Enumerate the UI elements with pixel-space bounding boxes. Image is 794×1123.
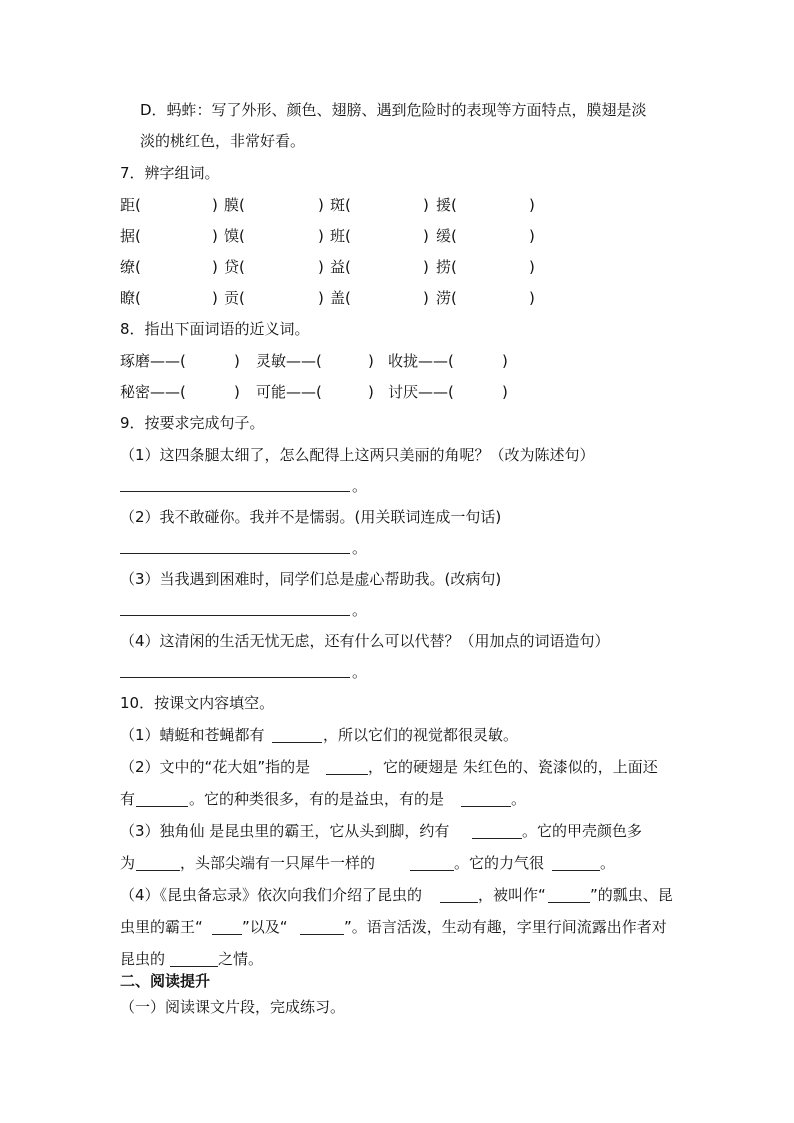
q8-cell-close: ) [368, 352, 374, 370]
q8-title: 8．指出下面词语的近义词。 [120, 320, 310, 338]
q7-cell: 捞( [436, 258, 457, 276]
q9-answer-line-4[interactable] [120, 677, 350, 678]
q7-title: 7．辨字组词。 [120, 164, 220, 182]
q10-text: ，被叫作“ [478, 886, 546, 904]
q7-cell-close: ) [529, 196, 535, 214]
q10-text: ，所以它们的视觉都很灵敏。 [323, 726, 519, 744]
q10-blank[interactable] [472, 838, 522, 839]
q9-end-mark: 。 [352, 477, 368, 495]
q10-blank[interactable] [272, 742, 322, 743]
q10-blank[interactable] [548, 902, 590, 903]
q7-cell: 贡( [224, 289, 245, 307]
q8-cell-close: ) [234, 383, 240, 401]
q7-cell: 馍( [224, 227, 245, 245]
q10-text: 。它的种类很多，有的是益虫，有的是 [189, 790, 445, 808]
q10-text: ，它的硬翅是 朱红色的、瓷漆似的，上面还 [368, 758, 658, 776]
q10-blank[interactable] [136, 870, 180, 871]
q10-text: 。 [511, 790, 527, 808]
q10-text: 昆虫的 [120, 950, 166, 968]
q6-option-d-line1: D．蚂蚱：写了外形、颜色、翅膀、遇到危险时的表现等方面特点，膜翅是淡 [140, 101, 647, 119]
q7-cell: 据( [120, 227, 141, 245]
q10-title: 10．按课文内容填空。 [120, 694, 275, 712]
q7-cell: 益( [330, 258, 351, 276]
q8-cell: 可能——( [256, 383, 322, 401]
q10-text: 。它的甲壳颜色多 [522, 822, 643, 840]
q8-cell: 灵敏——( [256, 352, 322, 370]
q7-cell-close: ) [423, 196, 429, 214]
q8-cell: 讨厌——( [388, 383, 454, 401]
q8-cell: 琢磨——( [120, 352, 186, 370]
q7-cell: 涝( [436, 289, 457, 307]
q8-cell-close: ) [502, 383, 508, 401]
q10-text: 之情。 [218, 950, 264, 968]
q7-cell-close: ) [529, 258, 535, 276]
q10-blank[interactable] [440, 902, 478, 903]
q10-text: ”。语言活泼，生动有趣，字里行间流露出作者对 [344, 918, 667, 936]
q7-cell: 缓( [436, 227, 457, 245]
q7-cell-close: ) [423, 258, 429, 276]
q8-cell-close: ) [234, 352, 240, 370]
q8-cell: 收拢——( [388, 352, 454, 370]
q7-cell: 班( [330, 227, 351, 245]
q8-cell: 秘密——( [120, 383, 186, 401]
q7-cell: 援( [436, 196, 457, 214]
q9-answer-line-3[interactable] [120, 615, 350, 616]
q7-cell: 贷( [224, 258, 245, 276]
q7-cell-close: ) [212, 227, 218, 245]
q10-text: ”的瓢虫、昆 [590, 886, 673, 904]
q9-answer-line-2[interactable] [120, 553, 350, 554]
q7-cell-close: ) [423, 227, 429, 245]
q10-text: （2）文中的“花大姐”指的是 [120, 758, 311, 776]
q7-cell-close: ) [423, 289, 429, 307]
q10-blank[interactable] [300, 934, 344, 935]
q6-option-d-line2: 淡的桃红色，非常好看。 [140, 132, 306, 150]
q10-text: （4）《昆虫备忘录》依次向我们介绍了昆虫的 [120, 886, 423, 904]
q10-text: （1）蜻蜓和苍蝇都有 [120, 726, 265, 744]
q7-cell-close: ) [212, 196, 218, 214]
q9-end-mark: 。 [352, 601, 368, 619]
q10-text: 为 [120, 854, 136, 872]
q10-text: 。 [600, 854, 616, 872]
q8-cell-close: ) [502, 352, 508, 370]
q10-text: 虫里的霸王“ [120, 918, 203, 936]
q10-text: 。它的力气很 [454, 854, 545, 872]
q10-blank[interactable] [552, 870, 600, 871]
q8-cell-close: ) [368, 383, 374, 401]
q7-cell-close: ) [529, 289, 535, 307]
q7-cell: 斑( [330, 196, 351, 214]
q7-cell-close: ) [212, 289, 218, 307]
q10-blank[interactable] [461, 806, 511, 807]
q10-blank[interactable] [212, 934, 242, 935]
q10-blank[interactable] [170, 966, 218, 967]
q10-text: （3）独角仙 是昆虫里的霸王，它从头到脚，约有 [120, 822, 450, 840]
q10-text: ，头部尖端有一只犀牛一样的 [180, 854, 376, 872]
q7-cell: 盖( [330, 289, 351, 307]
q9-item-1: （1）这四条腿太细了，怎么配得上这两只美丽的角呢？（改为陈述句） [120, 446, 595, 464]
q7-cell-close: ) [212, 258, 218, 276]
q10-blank[interactable] [410, 870, 454, 871]
q7-cell-close: ) [318, 227, 324, 245]
q7-cell-close: ) [318, 258, 324, 276]
q9-item-3: （3）当我遇到困难时，同学们总是虚心帮助我。(改病句) [120, 570, 502, 588]
q9-answer-line-1[interactable] [120, 491, 350, 492]
q10-blank[interactable] [326, 774, 368, 775]
q9-end-mark: 。 [352, 539, 368, 557]
section-2-subtitle: （一）阅读课文片段，完成练习。 [120, 998, 346, 1016]
q7-cell-close: ) [529, 227, 535, 245]
q7-cell-close: ) [318, 196, 324, 214]
q10-blank[interactable] [136, 806, 188, 807]
q9-title: 9．按要求完成句子。 [120, 414, 265, 432]
q10-text: 有 [120, 790, 136, 808]
section-2-title: 二、阅读提升 [120, 972, 211, 990]
q9-item-2: （2）我不敢碰你。我并不是懦弱。(用关联词连成一句话) [120, 508, 502, 526]
q7-cell-close: ) [318, 289, 324, 307]
q7-cell: 瞭( [120, 289, 141, 307]
q7-cell: 距( [120, 196, 141, 214]
q7-cell: 膜( [224, 196, 245, 214]
q10-text: ”以及“ [242, 918, 288, 936]
q9-end-mark: 。 [352, 663, 368, 681]
q9-item-4: （4）这清闲的生活无忧无虑，还有什么可以代替？（用加点的词语造句） [120, 632, 610, 650]
q7-cell: 缭( [120, 258, 141, 276]
